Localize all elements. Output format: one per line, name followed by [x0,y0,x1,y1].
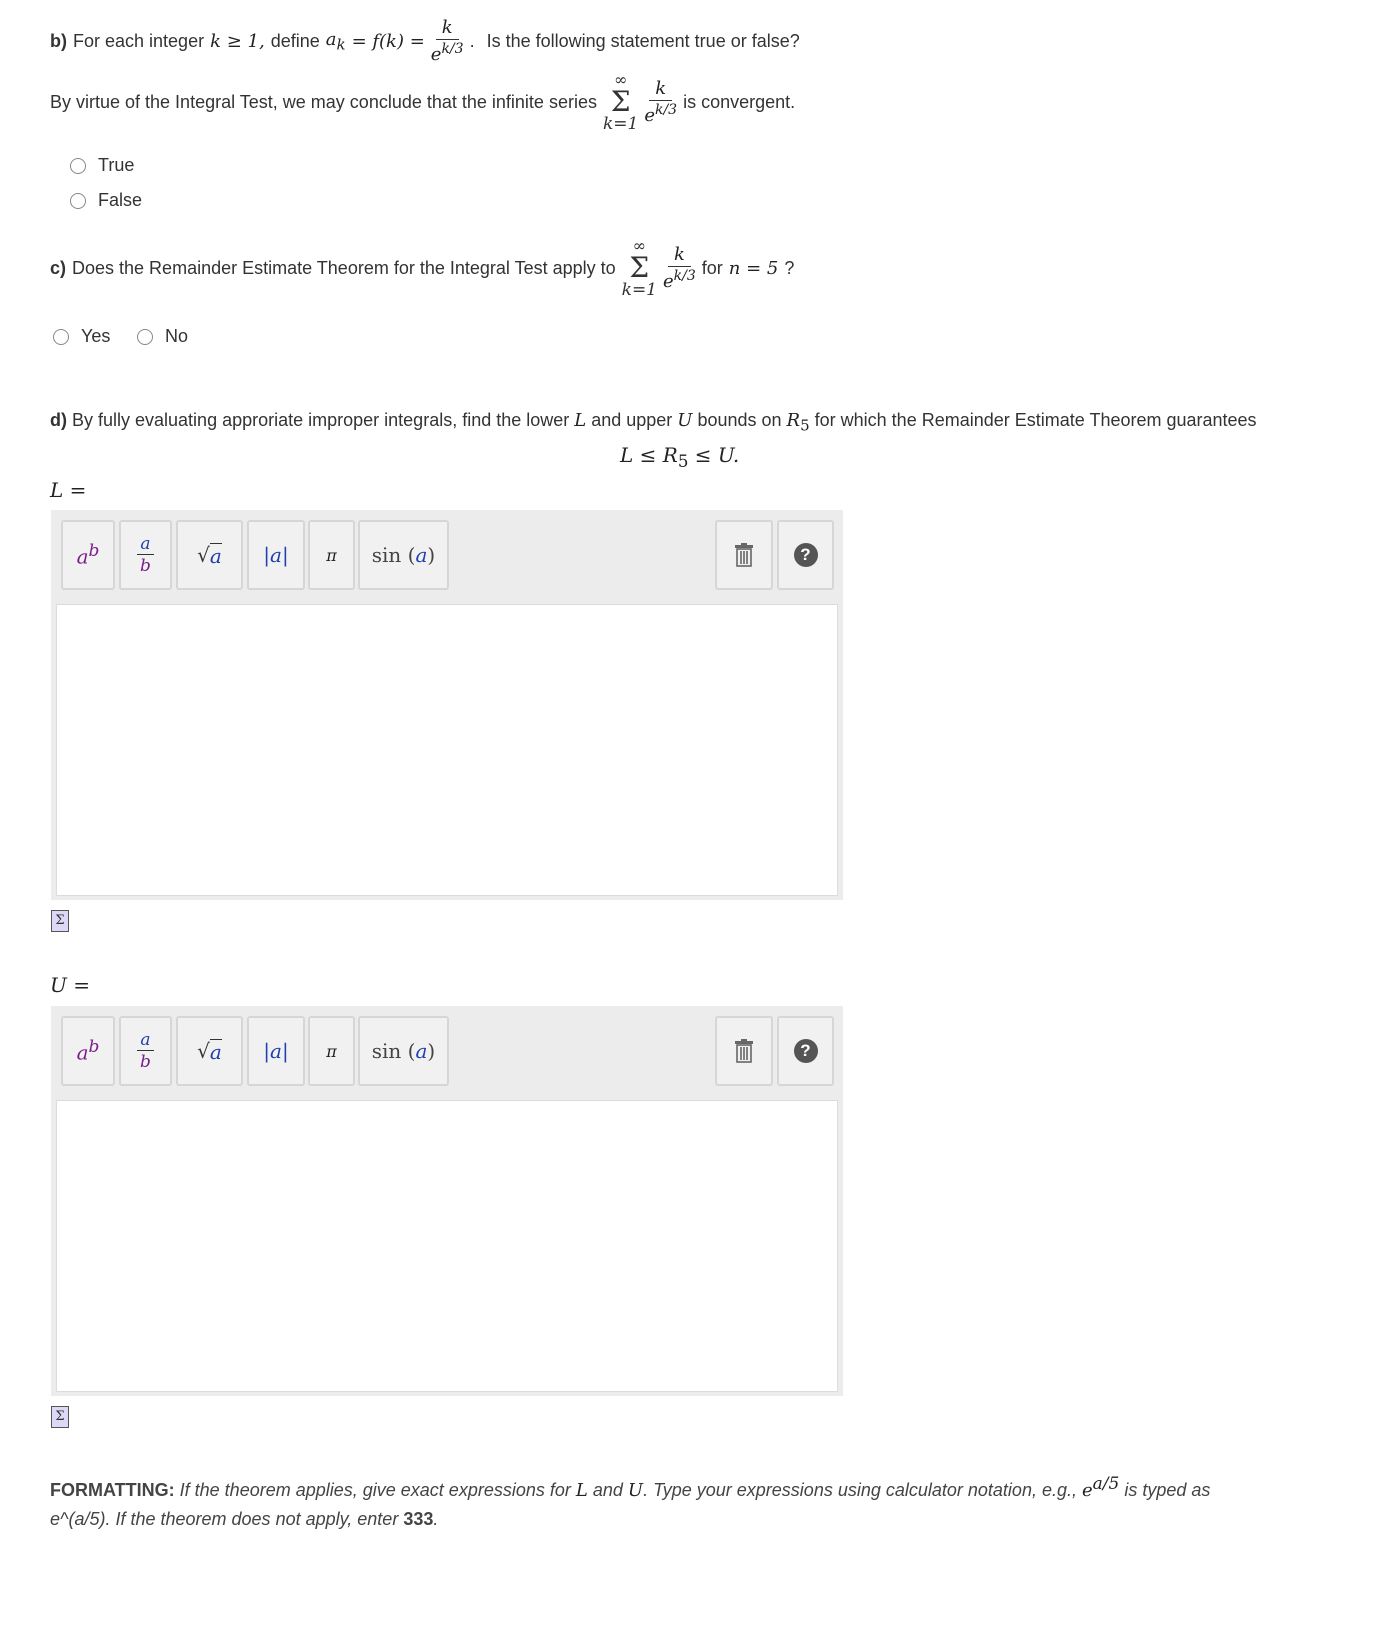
option-no-label: No [165,326,189,346]
L-symbol: L [574,410,587,431]
part-d-label: d) [50,410,67,430]
help-icon: ? [794,543,818,567]
part-b-question: Is the following statement true or false? [486,30,800,51]
option-yes-label: Yes [81,326,111,346]
help-button[interactable] [777,520,834,590]
series-term: $\frac{k}{e^{k/3}}$ [644,78,678,126]
series-sum: ∞ Σ k=1 [602,70,639,134]
part-b-text: For each integer [73,30,205,51]
option-false[interactable] [70,190,142,211]
option-true-label: True [98,155,135,175]
part-b-define: define [270,30,320,51]
radio-true[interactable] [70,158,86,174]
L-input[interactable] [56,604,838,896]
a-k: $a_k$ [325,29,346,54]
U-symbol: U [677,410,693,431]
radio-false[interactable] [70,193,86,209]
and-upper: and upper [591,410,673,430]
option-yes[interactable] [53,326,110,347]
radio-no[interactable] [137,329,153,345]
part-b-statement [50,72,795,133]
help-button[interactable] [777,1016,834,1086]
trash-icon [734,1039,754,1063]
part-d-text: By fully evaluating approriate improper integrals, find the lower [72,410,570,430]
pi-button[interactable]: π [308,1016,355,1086]
part-b-condition: k ≥ 1, [210,30,265,52]
power-button[interactable]: $a^b$ [61,1016,115,1086]
fraction-button[interactable]: $\frac{a}{b}$ [119,1016,172,1086]
help-icon: ? [794,1039,818,1063]
formatting-text-2: . Type your expressions using calculator notation, e.g., [643,1480,1077,1500]
formatting-L: L [575,1480,588,1501]
formatting-end: . [433,1509,439,1529]
abs-button[interactable]: |a| [247,520,305,590]
part-b-prompt: b) For each integer k ≥ 1, define $a_k$ = f(k) = $\frac{k}{e^{k/3}}$ . Is the following statement true or false? [50,17,800,65]
trash-icon [734,543,754,567]
sqrt-button[interactable]: √ a [176,1016,243,1086]
option-true[interactable] [70,155,134,176]
formatting-U: U [627,1480,644,1501]
U-input[interactable] [56,1100,838,1392]
statement-end: is convergent. [683,92,796,112]
U-answer-box [51,1006,843,1396]
clear-button[interactable] [715,520,773,590]
statement-text: By virtue of the Integral Test, we may conclude that the infinite series [50,92,597,112]
sin-button[interactable]: sin ( a ) [358,520,449,590]
formatting-code: 333 [403,1509,434,1529]
pi-button[interactable]: π [308,520,355,590]
inequality: $L \le R_5 \le U$. [620,443,740,471]
formatting-text: If the theorem applies, give exact expressions for [179,1480,571,1500]
formatting-label: FORMATTING: [50,1480,175,1500]
part-c-qmark: ? [784,258,795,278]
part-c-prompt [50,238,794,299]
series-sum: ∞ Σ k=1 [621,236,658,300]
clear-button[interactable] [715,1016,773,1086]
formatting-text-4: e^(a/5). If the theorem does not apply, enter [50,1509,399,1529]
option-false-label: False [98,190,143,210]
part-d-tail: for which the Remainder Estimate Theorem guarantees [814,410,1257,430]
formatting-note [50,1470,1350,1533]
formatting-and: and [592,1480,623,1500]
formatting-text-3: is typed as [1124,1480,1211,1500]
sqrt-button[interactable]: √ a [176,520,243,590]
n-equals: n = 5 [728,258,779,279]
L-label: L = [50,478,87,502]
part-c-text: Does the Remainder Estimate Theorem for the Integral Test apply to [72,258,616,278]
R5-symbol: $R_5$ [786,410,810,435]
f-of-k: = f(k) = [351,30,425,52]
part-c-label: c) [50,258,67,278]
part-c-for: for [701,258,723,278]
power-button[interactable]: $a^b$ [61,520,115,590]
sin-button[interactable]: sin ( a ) [358,1016,449,1086]
sigma-icon[interactable]: Σ [51,1406,69,1428]
sigma-icon[interactable]: Σ [51,910,69,932]
L-answer-box [51,510,843,900]
formatting-example: $e^{a/5}$ [1082,1474,1120,1501]
part-b-label: b) [50,30,67,51]
U-label: U = [50,973,90,997]
part-d-prompt [50,410,1257,435]
bounds-on: bounds on [697,410,782,430]
radio-yes[interactable] [53,329,69,345]
series-term: $\frac{k}{e^{k/3}}$ [663,244,696,292]
fraction-k-over-exp: $\frac{k}{e^{k/3}}$ [430,17,464,65]
abs-button[interactable]: |a| [247,1016,305,1086]
fraction-button[interactable]: $\frac{a}{b}$ [119,520,172,590]
option-no[interactable] [137,326,188,347]
